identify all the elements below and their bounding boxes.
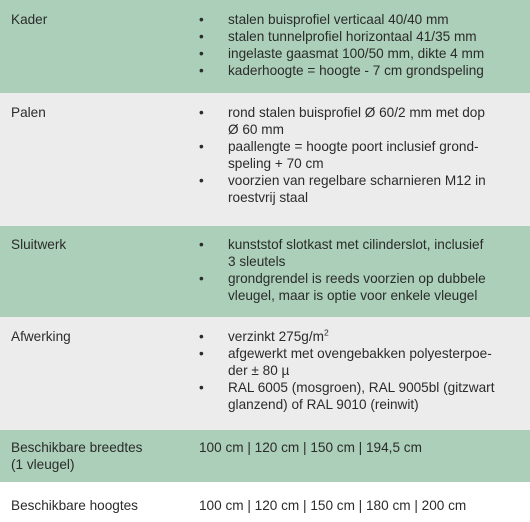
list-item: • afgewerkt met ovengebakken polyesterpoe- der ± 80 µ — [199, 346, 492, 378]
spec-value: 100 cm | 120 cm | 150 cm | 194,5 cm — [199, 440, 422, 455]
spec-list — [199, 104, 518, 206]
bullet-icon: • — [199, 346, 204, 361]
spec-row-afwerking — [0, 317, 530, 430]
spec-list — [199, 236, 518, 304]
spec-label: Beschikbare hoogtes — [11, 498, 138, 513]
bullet-icon: • — [199, 329, 204, 344]
spec-row-palen — [0, 93, 530, 226]
spec-label: Kader — [11, 12, 48, 27]
bullet-icon: • — [199, 46, 204, 61]
list-item: • rond stalen buisprofiel Ø 60/2 mm met dop Ø 60 mm — [199, 105, 485, 137]
bullet-icon: • — [199, 139, 204, 154]
bullet-icon: • — [199, 380, 204, 395]
list-item: • kaderhoogte = hoogte - 7 cm grondspeling — [199, 63, 484, 78]
spec-row-hoogtes — [0, 482, 530, 522]
bullet-icon: • — [199, 237, 204, 252]
bullet-icon: • — [199, 29, 204, 44]
spec-value: 100 cm | 120 cm | 150 cm | 180 cm | 200 cm — [199, 498, 467, 513]
list-item: • verzinkt $275g/m^2$ — [199, 327, 329, 344]
spec-label: Beschikbare breedtes (1 vleugel) — [11, 440, 143, 472]
list-item: • kunststof slotkast met cilinderslot, inclusief 3 sleutels — [199, 237, 484, 269]
bullet-icon: • — [199, 271, 204, 286]
list-item: • voorzien van regelbare scharnieren M12 in roestvrij staal — [199, 173, 486, 205]
spec-label: Sluitwerk — [11, 237, 67, 252]
list-item: • stalen tunnelprofiel horizontaal 41/35 mm — [199, 29, 477, 44]
bullet-icon: • — [199, 63, 204, 78]
spec-list — [199, 11, 518, 79]
bullet-icon: • — [199, 173, 204, 188]
spec-row-breedtes — [0, 430, 530, 482]
bullet-icon: • — [199, 105, 204, 120]
list-item: • paallengte = hoogte poort inclusief grond- speling + 70 cm — [199, 139, 479, 171]
list-item: • grondgrendel is reeds voorzien op dubbele vleugel, maar is optie voor enkele vleugel — [199, 271, 486, 303]
spec-label: Palen — [11, 105, 46, 120]
list-item: • stalen buisprofiel verticaal 40/40 mm — [199, 12, 449, 27]
list-item: • ingelaste gaasmat 100/50 mm, dikte 4 mm — [199, 46, 485, 61]
spec-list — [199, 328, 518, 413]
spec-row-sluitwerk — [0, 226, 530, 317]
bullet-icon: • — [199, 12, 204, 27]
list-item: • RAL 6005 (mosgroen), RAL 9005bl (gitzwart glanzend) of RAL 9010 (reinwit) — [199, 380, 495, 412]
spec-label: Afwerking — [11, 329, 71, 344]
spec-row-kader — [0, 0, 530, 93]
